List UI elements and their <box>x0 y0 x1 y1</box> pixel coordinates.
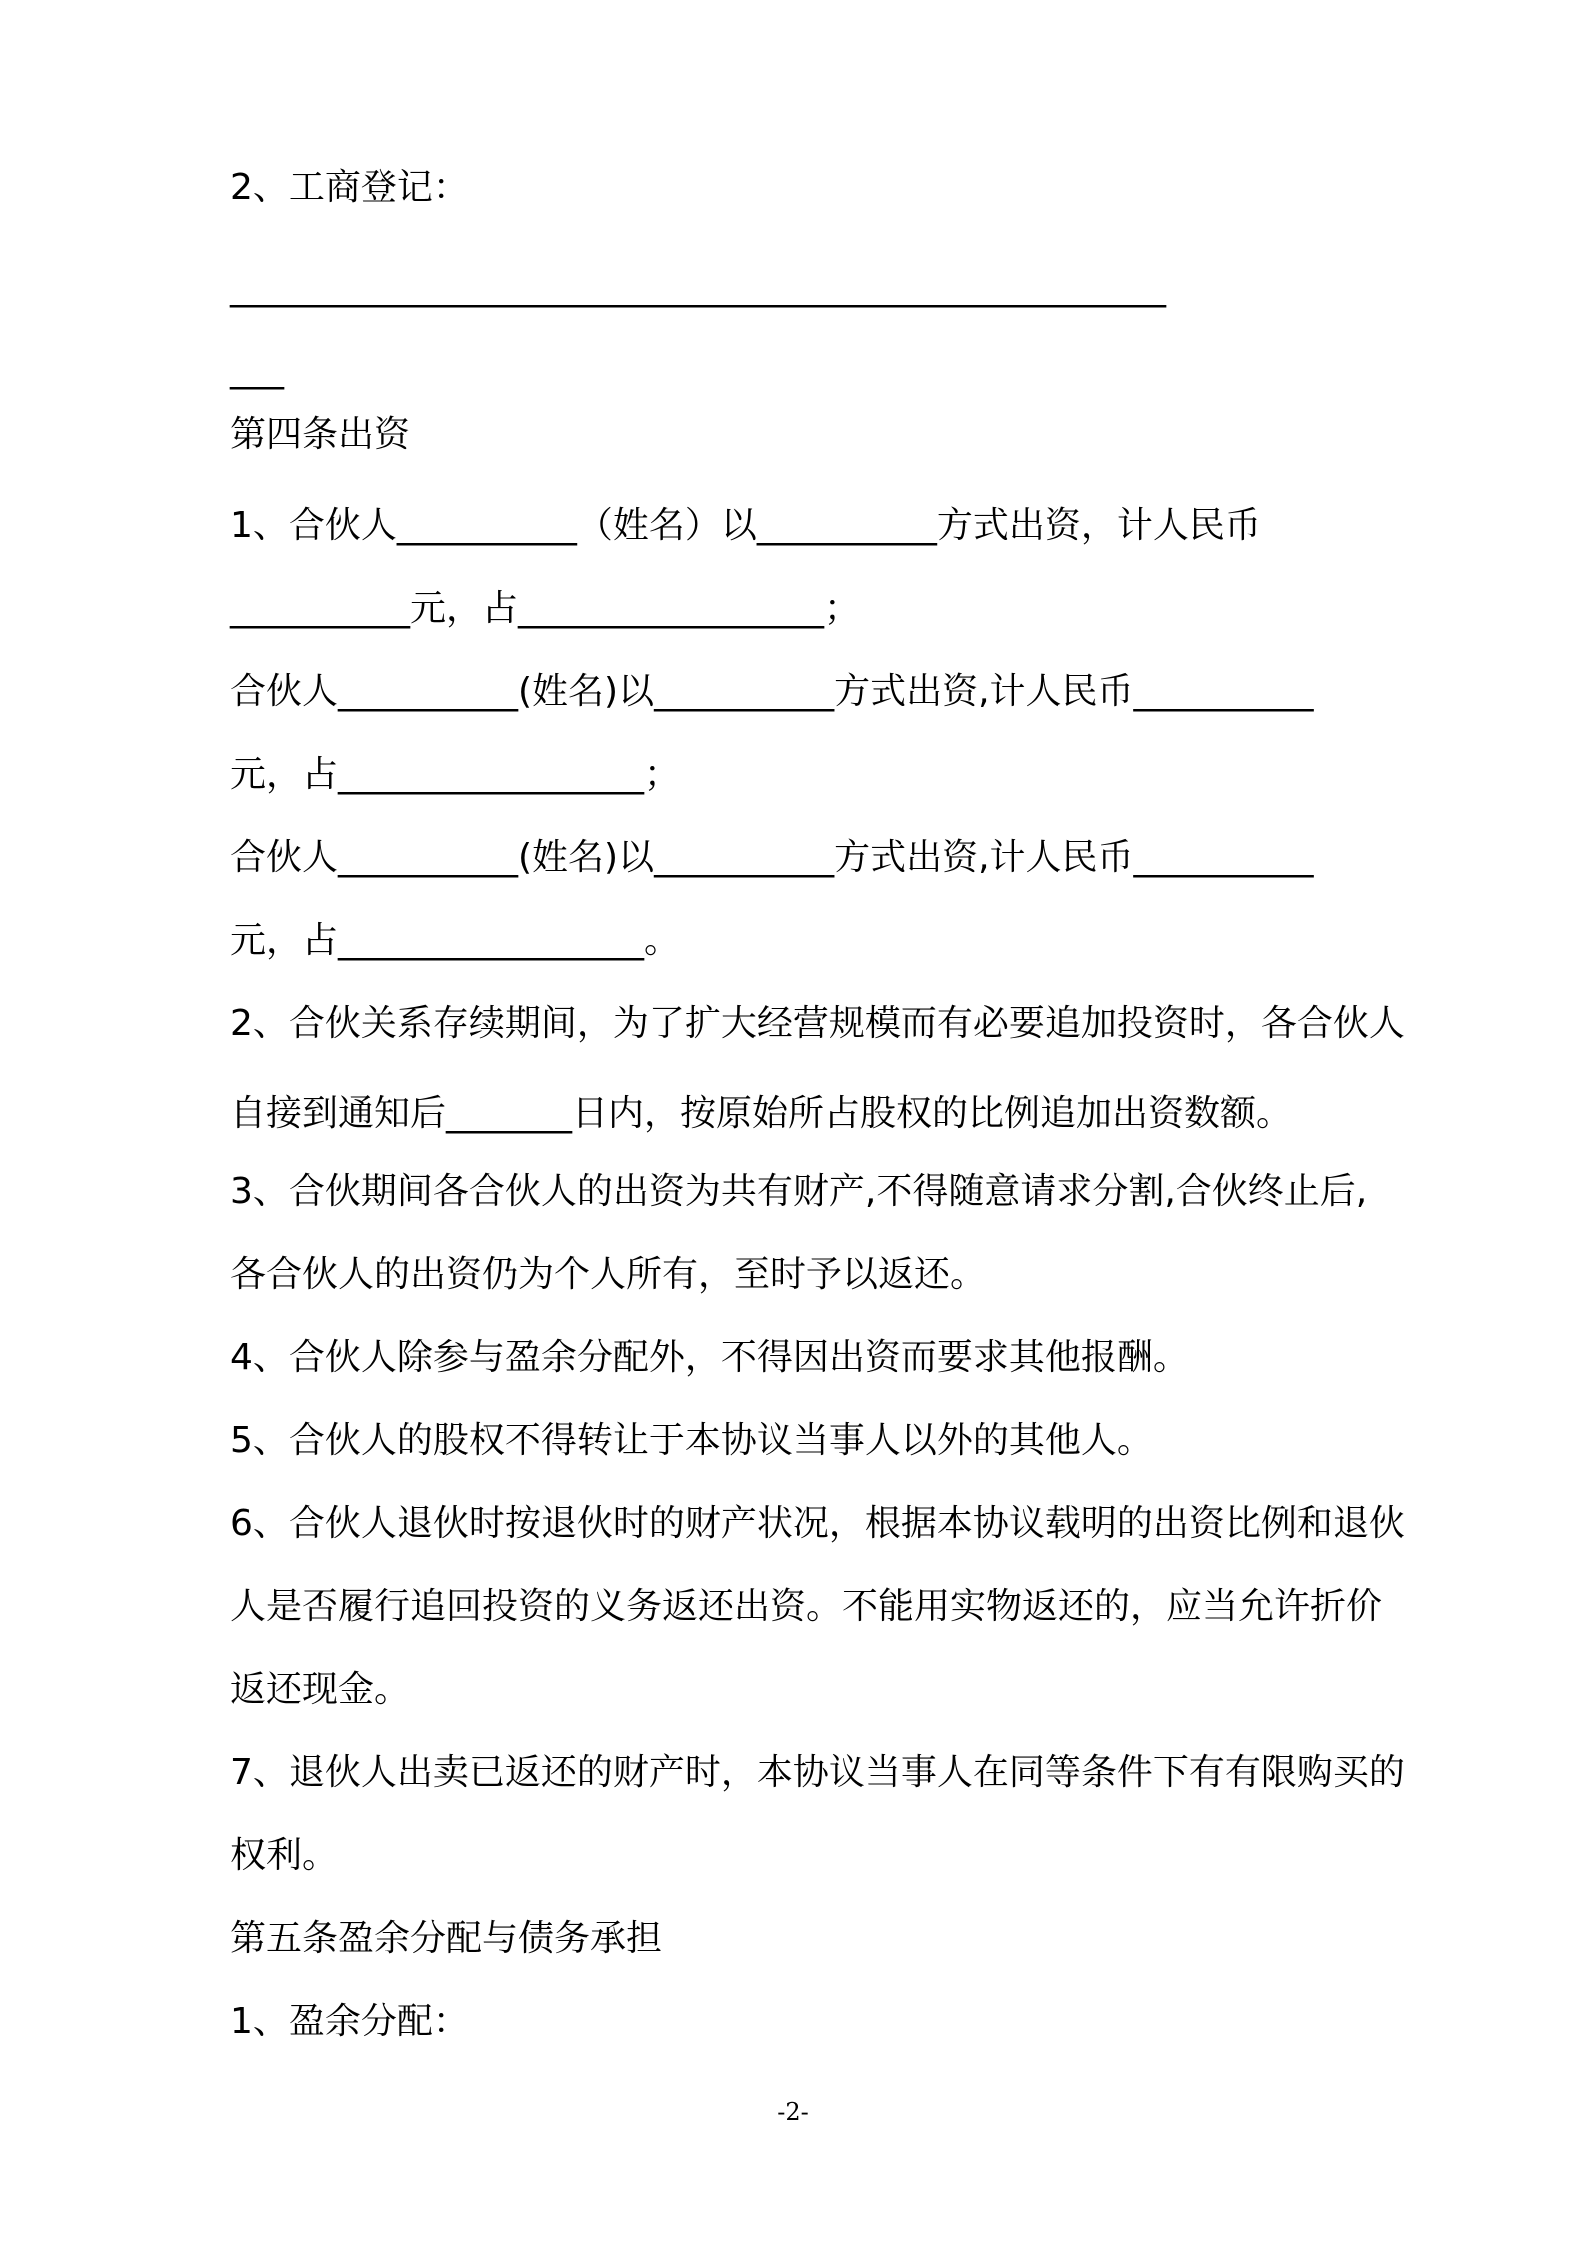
text-line: 1、盈余分配： <box>230 2001 469 2042</box>
text-line: 7、退伙人出卖已返还的财产时，本协议当事人在同等条件下有有限购买的 <box>230 1752 1405 1793</box>
text-line: 权利。 <box>230 1835 339 1876</box>
text-line: 2、工商登记： <box>230 167 469 208</box>
text-line: 3、合伙期间各合伙人的出资为共有财产,不得随意请求分割,合伙终止后, <box>230 1171 1368 1212</box>
text-line: 人是否履行追回投资的义务返还出资。不能用实物返还的，应当允许折价 <box>230 1586 1383 1627</box>
text-line: 合伙人__________(姓名)以__________方式出资,计人民币__________ <box>230 671 1314 712</box>
text-line: 5、合伙人的股权不得转让于本协议当事人以外的其他人。 <box>230 1420 1153 1461</box>
text-line: 6、合伙人退伙时按退伙时的财产状况，根据本协议载明的出资比例和退伙 <box>230 1503 1405 1544</box>
text-line: 1、合伙人__________（姓名）以__________方式出资，计人民币 <box>230 505 1261 546</box>
text-line: 自接到通知后_______日内，按原始所占股权的比例追加出资数额。 <box>230 1093 1293 1134</box>
text-line: __________元，占_________________； <box>230 588 861 629</box>
section-heading: 第五条盈余分配与债务承担 <box>230 1918 663 1959</box>
text-line: 元，占_________________。 <box>230 920 681 961</box>
text-line: 返还现金。 <box>230 1669 411 1710</box>
section-heading: 第四条出资 <box>230 414 411 455</box>
text-line: 各合伙人的出资仍为个人所有，至时予以返还。 <box>230 1254 987 1295</box>
blank-underline: ____________________________________________________ <box>230 267 1166 308</box>
text-line: 合伙人__________(姓名)以__________方式出资,计人民币__________ <box>230 837 1314 878</box>
text-line: 4、合伙人除参与盈余分配外，不得因出资而要求其他报酬。 <box>230 1337 1189 1378</box>
text-line: 元，占_________________； <box>230 754 681 795</box>
text-line: 2、合伙关系存续期间，为了扩大经营规模而有必要追加投资时，各合伙人 <box>230 1003 1405 1044</box>
page-number: -2- <box>777 2098 809 2126</box>
blank-underline: ___ <box>230 349 284 390</box>
